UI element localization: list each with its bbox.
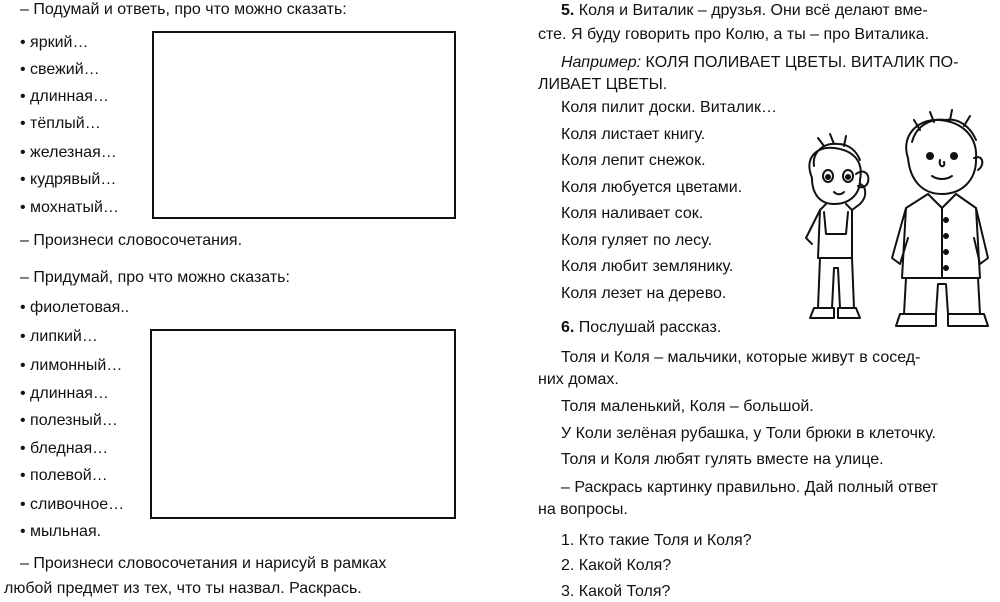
list1-item: • кудрявый… bbox=[20, 171, 117, 188]
story-line1: Толя и Коля – мальчики, которые живут в сосед- bbox=[561, 349, 921, 366]
list1-item: • длинная… bbox=[20, 88, 109, 105]
drawing-box-2 bbox=[150, 329, 456, 519]
question: 3. Какой Толя? bbox=[561, 583, 671, 600]
example-line1 bbox=[561, 53, 958, 73]
question: 1. Кто такие Толя и Коля? bbox=[561, 532, 752, 549]
list2-item: • длинная… bbox=[20, 385, 109, 402]
sentence: Коля лезет на дерево. bbox=[561, 285, 727, 302]
list2-item: • полезный… bbox=[20, 412, 118, 429]
list2-item: • мыльная. bbox=[20, 523, 102, 540]
task5-line2: сте. Я буду говорить про Колю, а ты – про Виталика. bbox=[538, 26, 930, 43]
list1-item: • тёплый… bbox=[20, 115, 101, 132]
list2-item: • лимонный… bbox=[20, 357, 123, 374]
story-line3: Толя маленький, Коля – большой. bbox=[561, 398, 814, 415]
list1-item: • мохнатый… bbox=[20, 199, 119, 216]
story-line2: них домах. bbox=[538, 371, 619, 388]
question: 2. Какой Коля? bbox=[561, 557, 672, 574]
list2-item: • фиолетовая.. bbox=[20, 299, 130, 316]
task5-number: 5. bbox=[561, 2, 575, 19]
example-text: КОЛЯ ПОЛИВАЕТ ЦВЕТЫ. ВИТАЛИК ПО- bbox=[645, 54, 959, 71]
task5-line1: Коля и Виталик – друзья. Они всё делают вме- bbox=[578, 2, 928, 19]
task6-number: 6. bbox=[561, 319, 575, 336]
list2-item: • полевой… bbox=[20, 467, 108, 484]
drawing-box-1 bbox=[152, 31, 456, 219]
list1-item: • свежий… bbox=[20, 61, 100, 78]
list2-item: • бледная… bbox=[20, 440, 109, 457]
task1-outro: – Произнеси словосочетания. bbox=[20, 232, 243, 249]
sentence: Коля лепит снежок. bbox=[561, 152, 706, 169]
task5-header bbox=[561, 1, 928, 21]
list2-item: • липкий… bbox=[20, 328, 98, 345]
task2-intro: – Придумай, про что можно сказать: bbox=[20, 269, 290, 286]
story-line5: Толя и Коля любят гулять вместе на улице. bbox=[561, 451, 884, 468]
task2-outro-line2: любой предмет из тех, что ты назвал. Раскрась. bbox=[4, 580, 362, 597]
sentence: Коля наливает сок. bbox=[561, 205, 704, 222]
task1-intro: – Подумай и ответь, про что можно сказать: bbox=[20, 1, 347, 18]
small-boy-figure bbox=[806, 134, 868, 318]
example-line2: ЛИВАЕТ ЦВЕТЫ. bbox=[538, 76, 668, 93]
two-boys-illustration bbox=[790, 108, 1000, 336]
sentence: Коля гуляет по лесу. bbox=[561, 232, 713, 249]
list1-item: • железная… bbox=[20, 144, 117, 161]
example-label: Например: bbox=[561, 54, 642, 71]
instr-line2: на вопросы. bbox=[538, 501, 628, 518]
sentence: Коля любуется цветами. bbox=[561, 179, 743, 196]
sentence: Коля любит землянику. bbox=[561, 258, 734, 275]
list2-item: • сливочное… bbox=[20, 496, 125, 513]
sentence: Коля пилит доски. Виталик… bbox=[561, 99, 777, 116]
task2-outro-line1: – Произнеси словосочетания и нарисуй в рамках bbox=[20, 555, 387, 572]
task6-title: Послушай рассказ. bbox=[578, 319, 722, 336]
task6-header bbox=[561, 318, 721, 338]
story-line4: У Коли зелёная рубашка, у Толи брюки в клеточку. bbox=[561, 425, 936, 442]
sentence: Коля листает книгу. bbox=[561, 126, 706, 143]
list1-item: • яркий… bbox=[20, 34, 89, 51]
big-boy-figure bbox=[892, 110, 988, 326]
instr-line1: – Раскрась картинку правильно. Дай полный ответ bbox=[561, 479, 938, 496]
